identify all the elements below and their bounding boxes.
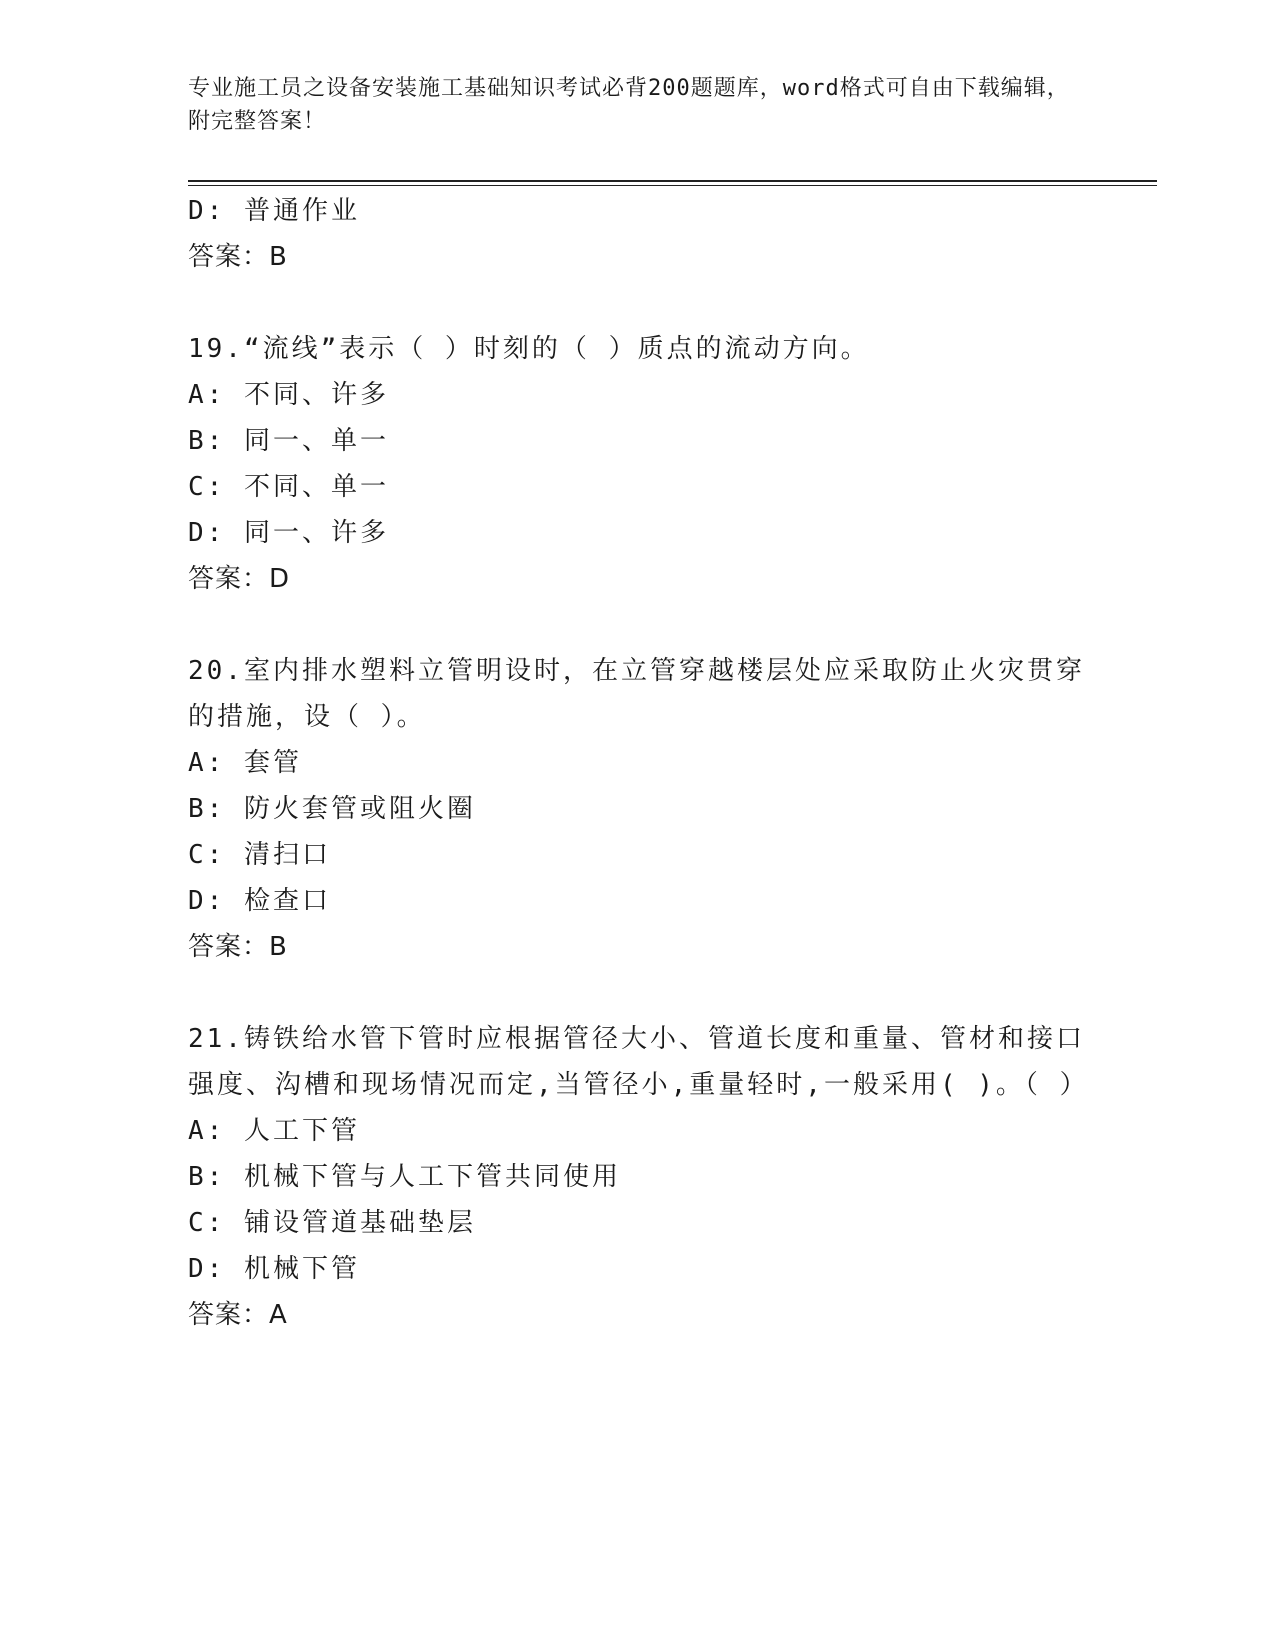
question-19 bbox=[188, 326, 1088, 602]
partial-question bbox=[188, 188, 1088, 280]
question-list bbox=[188, 188, 1088, 1338]
question-stem: 20.室内排水塑料立管明设时，在立管穿越楼层处应采取防止火灾贯穿的措施，设（ ）。 bbox=[188, 656, 1085, 732]
answer-line: 答案：B bbox=[188, 932, 288, 962]
option-d: D: 检查口 bbox=[188, 886, 331, 916]
answer-line: 答案：B bbox=[188, 242, 288, 272]
option-a: A: 套管 bbox=[188, 748, 302, 778]
option-c: C: 铺设管道基础垫层 bbox=[188, 1208, 476, 1238]
question-20 bbox=[188, 648, 1088, 970]
document-header: 专业施工员之设备安装施工基础知识考试必背200题题库，word格式可自由下载编辑，附完整答案！ bbox=[188, 76, 1070, 134]
option-d: D: 普通作业 bbox=[188, 196, 360, 226]
question-stem: 19.“流线”表示（ ）时刻的（ ）质点的流动方向。 bbox=[188, 334, 870, 364]
option-b: B: 机械下管与人工下管共同使用 bbox=[188, 1162, 621, 1192]
answer-line: 答案：D bbox=[188, 564, 291, 594]
answer-line: 答案：A bbox=[188, 1300, 288, 1330]
option-c: C: 清扫口 bbox=[188, 840, 331, 870]
option-c: C: 不同、单一 bbox=[188, 472, 389, 502]
header-divider-thin bbox=[188, 185, 1157, 186]
header-divider-thick bbox=[188, 180, 1157, 182]
question-21 bbox=[188, 1016, 1088, 1338]
option-b: B: 防火套管或阻火圈 bbox=[188, 794, 476, 824]
option-d: D: 同一、许多 bbox=[188, 518, 389, 548]
option-a: A: 人工下管 bbox=[188, 1116, 360, 1146]
option-d: D: 机械下管 bbox=[188, 1254, 360, 1284]
option-a: A: 不同、许多 bbox=[188, 380, 389, 410]
option-b: B: 同一、单一 bbox=[188, 426, 389, 456]
question-stem: 21.铸铁给水管下管时应根据管径大小、管道长度和重量、管材和接口强度、沟槽和现场情况而定,当管径小,重量轻时,一般采用( )。（ ） bbox=[188, 1024, 1089, 1100]
